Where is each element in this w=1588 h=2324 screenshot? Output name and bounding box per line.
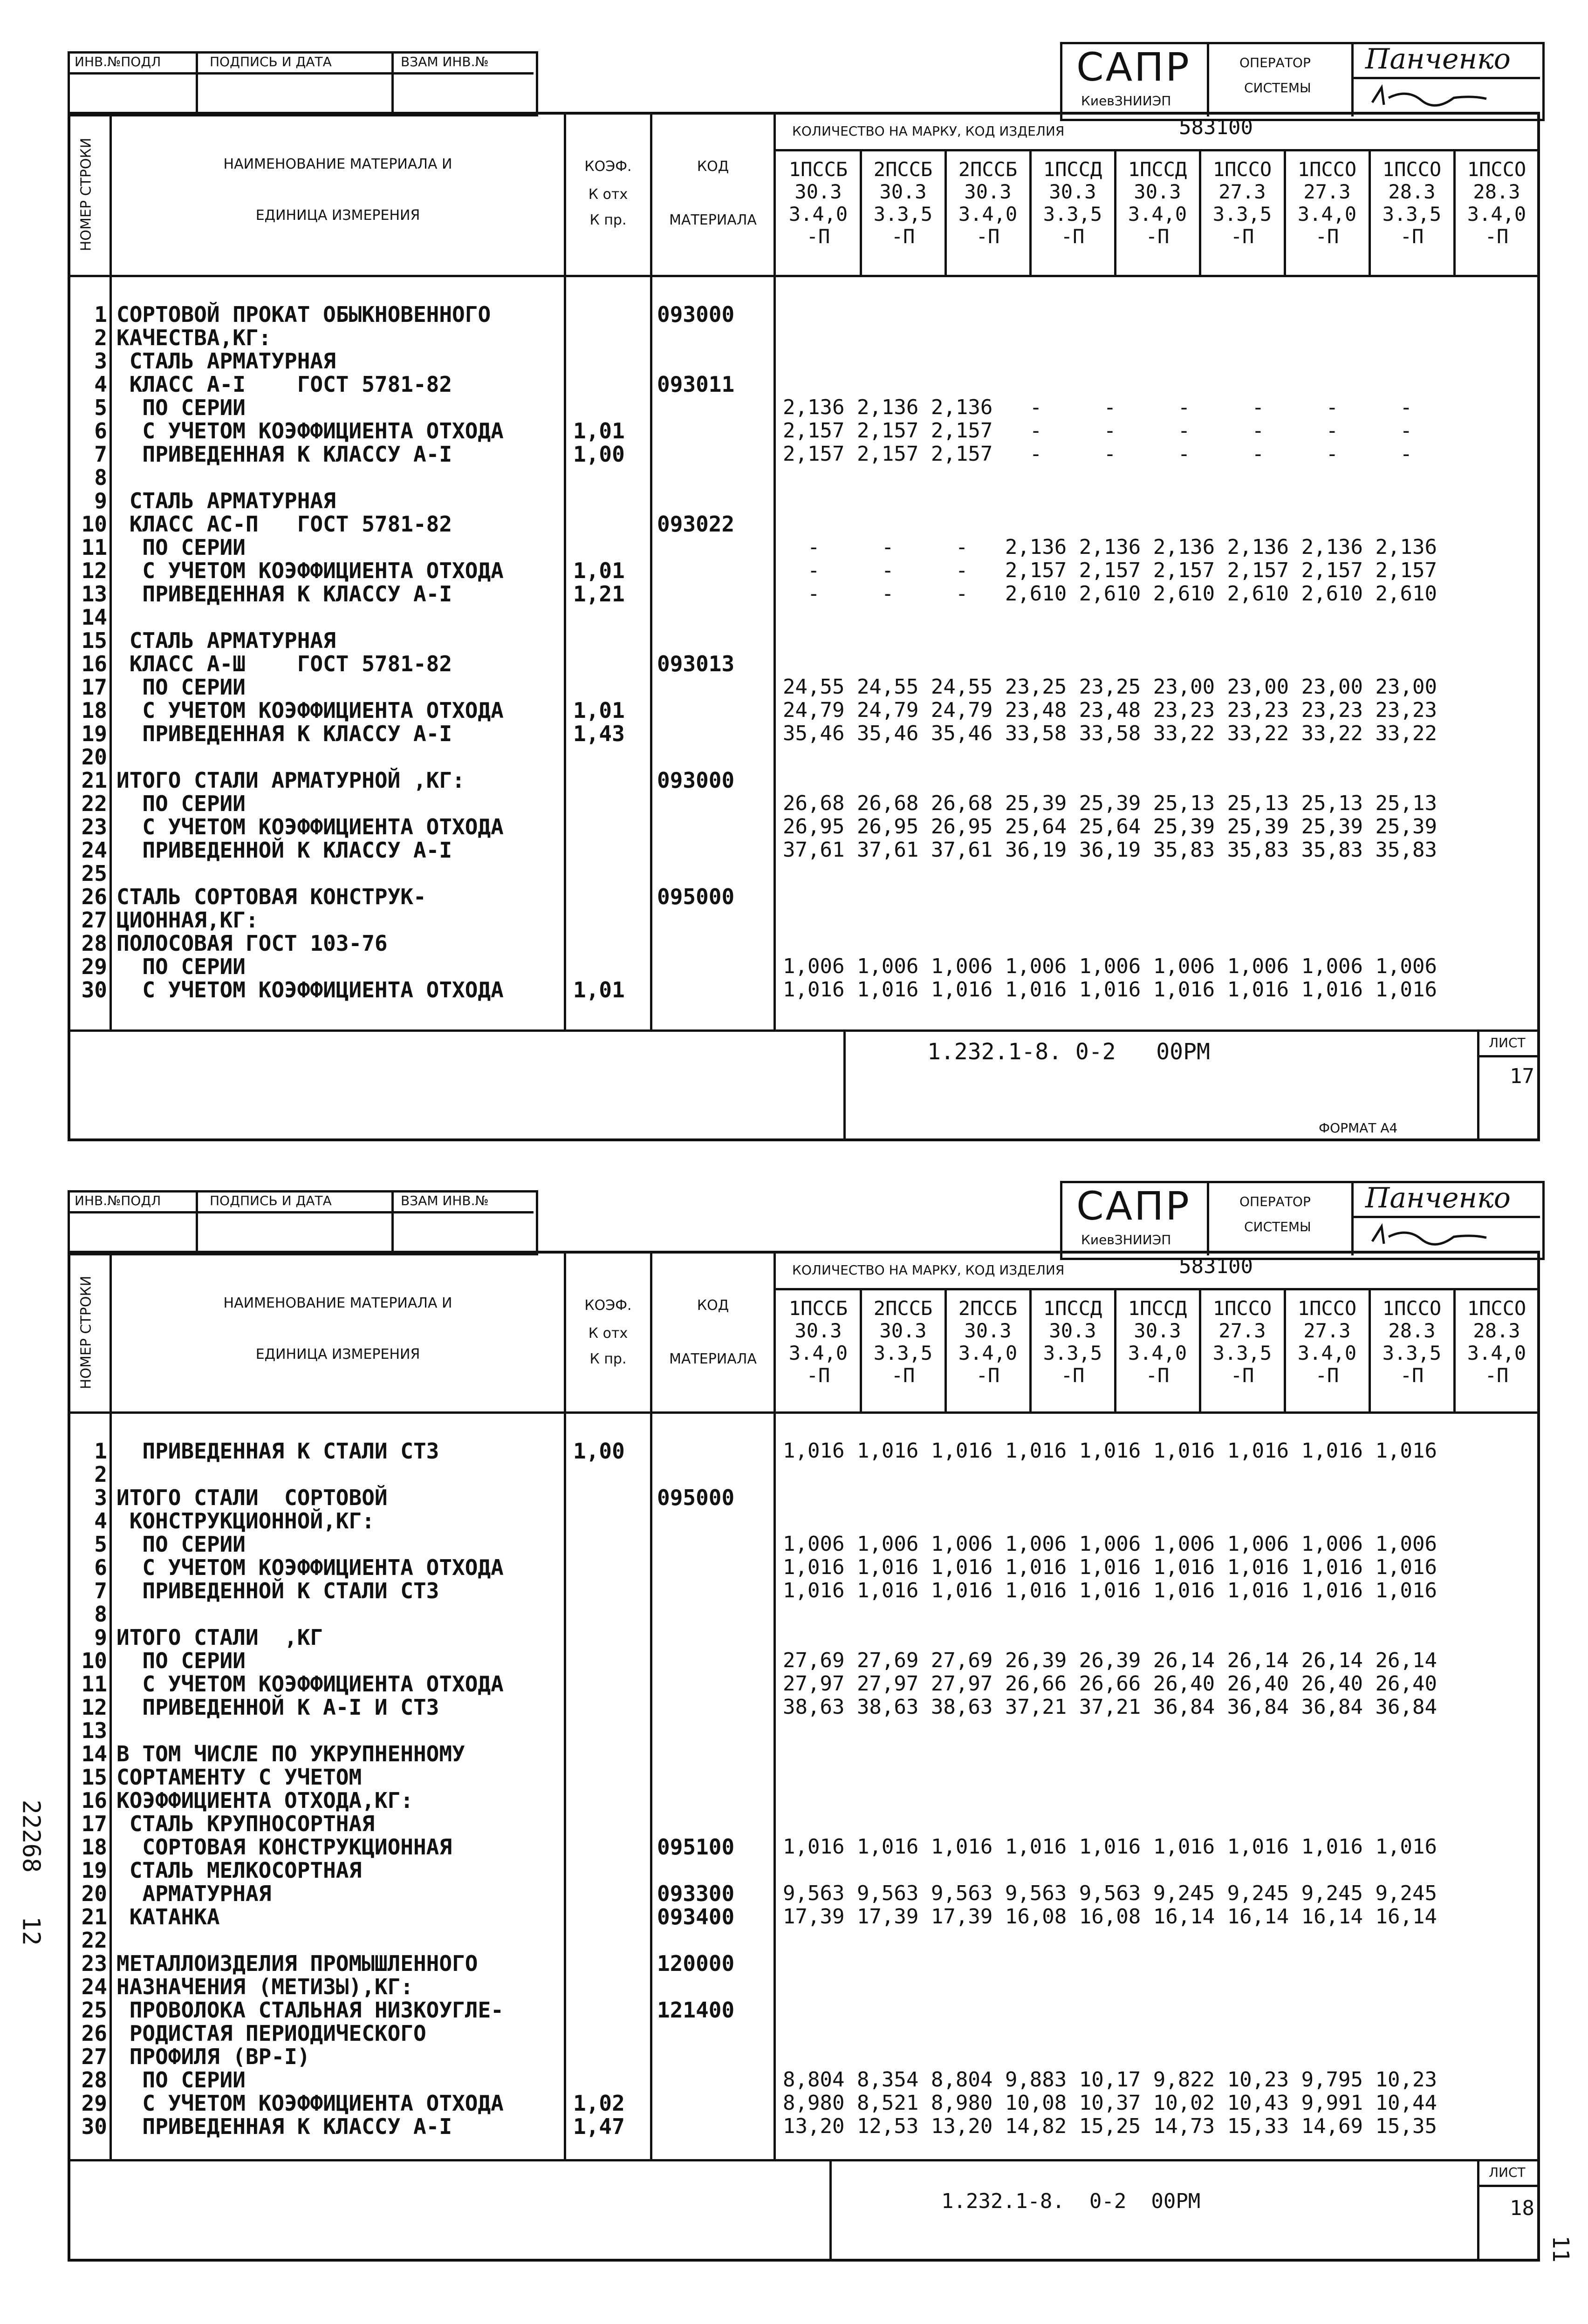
row-no-header-2: НОМЕР СТРОКИ xyxy=(78,1275,95,1390)
col-8: 1ПССО 28.3 3.3,5 -П xyxy=(1382,158,1442,248)
col-7: 1ПССО 27.3 3.4,0 -П xyxy=(1297,158,1357,248)
coef-header-1: КОЭФ. xyxy=(584,158,632,175)
sapr-title: САПР xyxy=(1076,44,1191,90)
coefs-2: 1,00 1,02 1,47 xyxy=(573,1438,625,2139)
material-names-2: ПРИВЕДЕННАЯ К СТАЛИ СТ3 ИТОГО СТАЛИ СОРТОВОЙ КОНСТРУКЦИОННОЙ,КГ: ПО СЕРИИ С УЧЕТОМ КОЭФФИЦИЕНТА ОТХОДА ПРИВЕДЕННОЙ К СТАЛИ СТ3 ИТОГО СТАЛИ ,КГ ПО СЕРИИ С УЧЕТОМ КОЭФФИЦИЕНТА ОТХОДА ПРИВЕДЕННОЙ К А-I И СТ3 В ТОМ ЧИСЛЕ ПО УКРУПНЕННОМУ СОРТАМЕНТУ С УЧЕТОМ КОЭФФИЦИЕНТА ОТХОДА,КГ: СТАЛЬ КРУПНОСОРТНАЯ СОРТОВАЯ КОНСТРУКЦИОННАЯ СТАЛЬ МЕЛКОСОРТНАЯ АРМАТУРНАЯ КАТАНКА МЕТАЛЛОИЗДЕЛИЯ ПРОМЫШЛЕННОГО НАЗНАЧЕНИЯ (МЕТИЗЫ),КГ: ПРОВОЛОКА СТАЛЬНАЯ НИЗКОУГЛЕ- РОДИСТАЯ ПЕРИОДИЧЕСКОГО ПРОФИЛЯ (ВР-I) ПО СЕРИИ С УЧЕТОМ КОЭФФИЦИЕНТА ОТХОДА ПРИВЕДЕННАЯ К КЛАССУ А-I xyxy=(116,1438,504,2139)
col-9: 1ПССО 28.3 3.4,0 -П xyxy=(1467,1297,1526,1387)
col-3: 2ПССБ 30.3 3.4,0 -П xyxy=(958,1297,1018,1387)
sign-label: ПОДПИСЬ И ДАТА xyxy=(210,54,332,69)
sapr-org: КиевЗНИИЭП xyxy=(1081,93,1171,109)
row-no-header: НОМЕР СТРОКИ xyxy=(78,137,95,252)
coef-header-2-2: К отх xyxy=(588,1325,628,1342)
side-number: 22268 12 xyxy=(17,1799,45,1946)
operator-label-2: ОПЕРАТОР xyxy=(1239,1194,1311,1209)
sheet-label-1: ЛИСТ xyxy=(1489,1035,1526,1050)
system-label-2: СИСТЕМЫ xyxy=(1244,1219,1311,1234)
coef-header-2-1: КОЭФ. xyxy=(584,1297,632,1314)
coef-header-2: К отх xyxy=(588,186,628,203)
system-label: СИСТЕМЫ xyxy=(1244,80,1311,95)
sign-label-2: ПОДПИСЬ И ДАТА xyxy=(210,1193,332,1208)
coef-header-3: К пр. xyxy=(589,212,627,228)
product-columns-1 xyxy=(776,158,1540,270)
operator-name-2: Панченко xyxy=(1365,1182,1511,1214)
col-5: 1ПССД 30.3 3.4,0 -П xyxy=(1128,158,1187,248)
col-3: 2ПССБ 30.3 3.4,0 -П xyxy=(958,158,1018,248)
product-code-2: 583100 xyxy=(1179,1254,1253,1278)
operator-signature-2 xyxy=(1370,1223,1491,1253)
product-columns-2 xyxy=(776,1297,1540,1409)
code-header-2: МАТЕРИАЛА xyxy=(669,212,757,228)
inv-label: ИНВ.№ПОДЛ xyxy=(75,54,161,69)
col-8: 1ПССО 28.3 3.3,5 -П xyxy=(1382,1297,1442,1387)
values-1: 2,136 2,136 2,136 - - - - - - 2,157 2,157 2,157 - - - - - - 2,157 2,157 2,157 - - - - - - - - - 2,136 2,136 2,136 2,136 2,136 2,136 - - - 2,157 2,157 2,157 2,157 2,157 2,157 - - - 2,610 2,610 2,610 2,610 2,610 2,610 24,55 24,55 24,55 23,25 23,25 23,00 23,00 23,00 23,00 24,79 24,79 24,79 23,48 23,48 23,23 23,23 23,23 23,23 35,46 35,46 35,46 33,58 33,58 33,22 33,22 33,22 33,22 26,68 26,68 26,68 25,39 25,39 25,13 25,13 25,13 25,13 26,95 26,95 26,95 25,64 25,64 25,39 25,39 25,39 25,39 37,61 37,61 37,61 36,19 36,19 35,83 35,83 35,83 35,83 1,006 1,006 1,006 1,006 1,006 1,006 1,006 1,006 1,006 1,016 1,016 1,016 1,016 1,016 1,016 1,016 1,016 1,016 xyxy=(783,395,1437,1002)
vzam-label-2: ВЗАМ ИНВ.№ xyxy=(401,1193,489,1208)
codes-1: 093000 093011 093022 093013 093000 095000 xyxy=(657,302,735,909)
sheet-no-2: 18 xyxy=(1510,2196,1534,2220)
codes-2: 095000 095100 093300 093400 120000 121400 xyxy=(657,1485,735,2023)
sheet-no-1: 17 xyxy=(1510,1064,1534,1088)
col-6: 1ПССО 27.3 3.3,5 -П xyxy=(1212,1297,1272,1387)
doc-code-1: 1.232.1-8. 0-2 00РМ xyxy=(927,1039,1210,1065)
sapr-title-2: САПР xyxy=(1076,1183,1191,1229)
name-header-2: ЕДИНИЦА ИЗМЕРЕНИЯ xyxy=(255,207,420,224)
material-names-1: СОРТОВОЙ ПРОКАТ ОБЫКНОВЕННОГО КАЧЕСТВА,КГ: СТАЛЬ АРМАТУРНАЯ КЛАСС А-I ГОСТ 5781-82 ПО СЕРИИ С УЧЕТОМ КОЭФФИЦИЕНТА ОТХОДА ПРИВЕДЕННАЯ К КЛАССУ А-I СТАЛЬ АРМАТУРНАЯ КЛАСС АС-П ГОСТ 5781-82 ПО СЕРИИ С УЧЕТОМ КОЭФФИЦИЕНТА ОТХОДА ПРИВЕДЕННАЯ К КЛАССУ А-I СТАЛЬ АРМАТУРНАЯ КЛАСС А-Ш ГОСТ 5781-82 ПО СЕРИИ С УЧЕТОМ КОЭФФИЦИЕНТА ОТХОДА ПРИВЕДЕННАЯ К КЛАССУ А-I ИТОГО СТАЛИ АРМАТУРНОЙ ,КГ: ПО СЕРИИ С УЧЕТОМ КОЭФФИЦИЕНТА ОТХОДА ПРИВЕДЕННОЙ К КЛАССУ А-I СТАЛЬ СОРТОВАЯ КОНСТРУК- ЦИОННАЯ,КГ: ПОЛОСОВАЯ ГОСТ 103-76 ПО СЕРИИ С УЧЕТОМ КОЭФФИЦИЕНТА ОТХОДА xyxy=(116,302,504,1002)
name-header-1: НАИМЕНОВАНИЕ МАТЕРИАЛА И xyxy=(223,156,452,172)
operator-signature xyxy=(1370,84,1491,114)
qty-label: КОЛИЧЕСТВО НА МАРКУ, КОД ИЗДЕЛИЯ xyxy=(792,123,1065,139)
sheet-label-2: ЛИСТ xyxy=(1489,2165,1526,2180)
inv-label-2: ИНВ.№ПОДЛ xyxy=(75,1193,161,1208)
col-2: 2ПССБ 30.3 3.3,5 -П xyxy=(873,1297,933,1387)
col-6: 1ПССО 27.3 3.3,5 -П xyxy=(1212,158,1272,248)
sapr-org-2: КиевЗНИИЭП xyxy=(1081,1232,1171,1247)
corner-mark: 11 xyxy=(1547,2235,1574,2263)
doc-code-2: 1.232.1-8. 0-2 00РМ xyxy=(941,2189,1201,2213)
name-header-2-2: ЕДИНИЦА ИЗМЕРЕНИЯ xyxy=(255,1346,420,1363)
format-label: ФОРМАТ А4 xyxy=(1319,1120,1398,1136)
code-header-1: КОД xyxy=(697,158,729,175)
col-5: 1ПССД 30.3 3.4,0 -П xyxy=(1128,1297,1187,1387)
col-4: 1ПССД 30.3 3.3,5 -П xyxy=(1043,158,1102,248)
coefs-1: 1,01 1,00 1,01 1,21 1,01 1,43 1,01 xyxy=(573,418,625,1002)
operator-label: ОПЕРАТОР xyxy=(1239,55,1311,70)
signature-icon xyxy=(1370,1223,1491,1251)
code-header-2-1: КОД xyxy=(697,1297,729,1314)
operator-name: Панченко xyxy=(1365,43,1511,75)
name-header-2-1: НАИМЕНОВАНИЕ МАТЕРИАЛА И xyxy=(223,1295,452,1311)
col-7: 1ПССО 27.3 3.4,0 -П xyxy=(1297,1297,1357,1387)
row-numbers-2: 1 2 3 4 5 6 7 8 9 10 11 12 13 14 15 16 17 18 19 20 21 22 23 24 25 26 27 28 29 30 xyxy=(81,1438,107,2139)
col-1: 1ПССБ 30.3 3.4,0 -П xyxy=(788,158,848,248)
col-4: 1ПССД 30.3 3.3,5 -П xyxy=(1043,1297,1102,1387)
values-2: 1,016 1,016 1,016 1,016 1,016 1,016 1,016 1,016 1,016 1,006 1,006 1,006 1,006 1,006 1,006 1,006 1,006 1,006 1,016 1,016 1,016 1,016 1,016 1,016 1,016 1,016 1,016 1,016 1,016 1,016 1,016 1,016 1,016 1,016 1,016 1,016 27,69 27,69 27,69 26,39 26,39 26,14 26,14 26,14 26,14 27,97 27,97 27,97 26,66 26,66 26,40 26,40 26,40 26,40 38,63 38,63 38,63 37,21 37,21 36,84 36,84 36,84 36,84 1,016 1,016 1,016 1,016 1,016 1,016 1,016 1,016 1,016 9,563 9,563 9,563 9,563 9,563 9,245 9,245 9,245 9,245 17,39 17,39 17,39 16,08 16,08 16,14 16,14 16,14 16,14 8,804 8,354 8,804 9,883 10,17 9,822 10,23 9,795 10,23 8,980 8,521 8,980 10,08 10,37 10,02 10,43 9,991 10,44 13,20 12,53 13,20 14,82 15,25 14,73 15,33 14,69 15,35 xyxy=(783,1439,1437,2138)
col-2: 2ПССБ 30.3 3.3,5 -П xyxy=(873,158,933,248)
col-9: 1ПССО 28.3 3.4,0 -П xyxy=(1467,158,1526,248)
row-numbers-1: 1 2 3 4 5 6 7 8 9 10 11 12 13 14 15 16 17 18 19 20 21 22 23 24 25 26 27 28 29 30 xyxy=(81,302,107,1002)
signature-icon xyxy=(1370,84,1491,112)
col-1: 1ПССБ 30.3 3.4,0 -П xyxy=(788,1297,848,1387)
code-header-2-2: МАТЕРИАЛА xyxy=(669,1351,757,1367)
product-code: 583100 xyxy=(1179,116,1253,139)
qty-label-2: КОЛИЧЕСТВО НА МАРКУ, КОД ИЗДЕЛИЯ xyxy=(792,1262,1065,1278)
vzam-label: ВЗАМ ИНВ.№ xyxy=(401,54,489,69)
coef-header-2-3: К пр. xyxy=(589,1351,627,1367)
